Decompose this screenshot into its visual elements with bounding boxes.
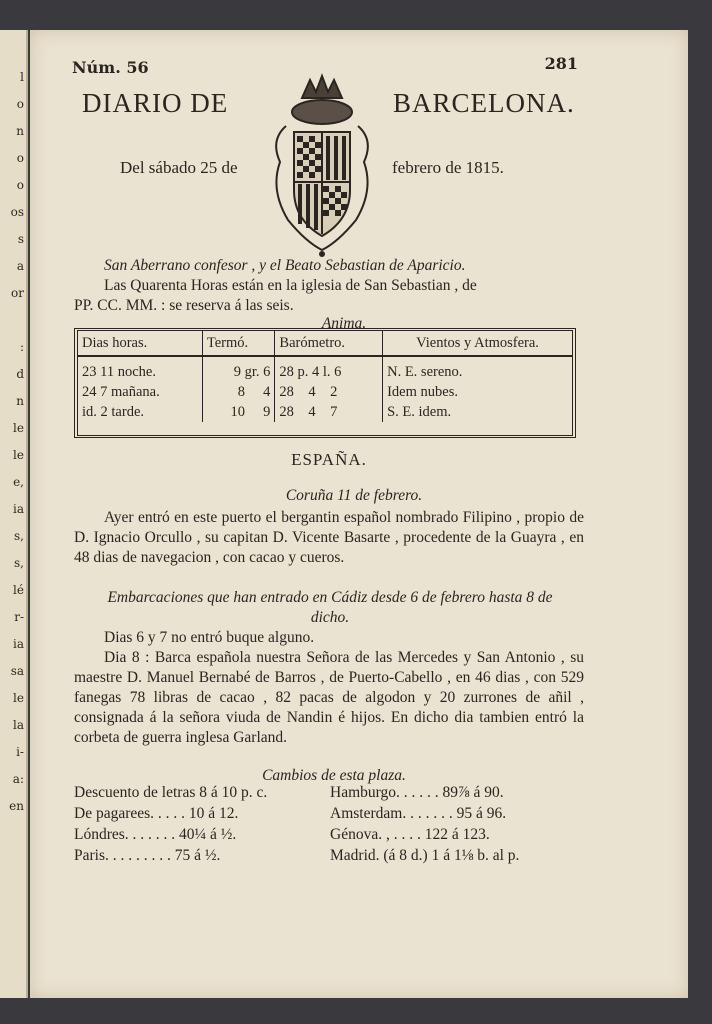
newspaper-page [30, 30, 688, 998]
facing-page-fragment: s, [14, 556, 24, 570]
cell-dia: 24 [82, 384, 97, 400]
facing-page-fragment: l [20, 70, 24, 84]
facing-page-fragment: or [11, 286, 24, 300]
facing-page-fragment: d [16, 367, 24, 381]
cambios-title: Cambios de esta plaza. [262, 767, 406, 784]
cell-hora: 7 mañana. [100, 384, 160, 400]
facing-page-fragment: e, [13, 475, 24, 489]
exchange-left: Descuento de letras 8 á 10 p. c. [74, 784, 268, 801]
facing-page-fragment: a [16, 259, 24, 273]
cell-termo: 10 9 [202, 402, 275, 422]
cell-viento: S. E. idem. [383, 402, 572, 422]
title-right: BARCELONA. [393, 88, 575, 118]
facing-page-fragment: le [13, 691, 24, 705]
facing-page-fragment: s, [14, 529, 24, 543]
facing-page-fragment: o [16, 97, 24, 111]
exchange-row [74, 826, 594, 847]
facing-page-fragment: n [16, 124, 24, 138]
facing-page-fragment: lé [13, 583, 24, 597]
paragraph-dias-6-7: Dias 6 y 7 no entró buque alguno. [104, 629, 315, 646]
section-heading: ESPAÑA. [291, 450, 367, 469]
facing-page-fragment: ia [13, 502, 24, 516]
exchange-rates [74, 784, 594, 868]
exchange-left: De pagarees. . . . . 10 á 12. [74, 805, 239, 822]
saints-line: San Aberrano confesor , y el Beato Sebastian de Aparicio. [104, 257, 466, 274]
cell-viento: N. E. sereno. [383, 356, 572, 382]
exchange-row [74, 784, 594, 805]
date-left: Del sábado 25 de [120, 158, 238, 177]
quarenta-horas-line: Las Quarenta Horas están en la iglesia de San Sebastian , de [104, 277, 477, 294]
facing-page-fragment: s [17, 232, 24, 246]
col-header-barometro: Barómetro. [275, 331, 383, 356]
col-header-termo: Termó. [202, 331, 275, 356]
exchange-left: Lóndres. . . . . . . 40¼ á ½. [74, 826, 237, 843]
facing-page-fragment: le [13, 448, 24, 462]
cell-baro: 28 4 7 [275, 402, 383, 422]
facing-page-edge [0, 30, 28, 998]
title-left: DIARIO DE [82, 88, 229, 118]
weather-row [78, 356, 572, 382]
reserva-line: PP. CC. MM. : se reserva á las seis. [74, 297, 294, 314]
facing-page-fragment: sa [10, 664, 24, 678]
exchange-right: Amsterdam. . . . . . . 95 á 96. [330, 805, 507, 822]
weather-table [74, 328, 576, 438]
cell-hora: 2 tarde. [100, 404, 145, 420]
exchange-row [74, 847, 594, 868]
facing-page-fragment: o [16, 178, 24, 192]
facing-page-fragment: n [16, 394, 24, 408]
date-right: febrero de 1815. [392, 158, 504, 177]
facing-page-fragment: o [16, 151, 24, 165]
paragraph-filipino: Ayer entró en este puerto el bergantin español nombrado Filipino , propio de D. Ignacio Orcullo , su capitan D. Vicente Basarte , procedente de la Guayra , en 48 dias de navegacion , con cacao y cueros. [74, 509, 584, 566]
cell-hora: 11 noche. [100, 364, 156, 380]
exchange-right: Génova. , . . . . 122 á 123. [330, 826, 490, 843]
weather-row [78, 402, 572, 422]
exchange-right: Hamburgo. . . . . . 89⅞ á 90. [330, 784, 504, 801]
cell-termo: 9 gr. 6 [202, 356, 275, 382]
anima-label: Anima. [321, 315, 367, 332]
facing-page-fragment: le [13, 421, 24, 435]
facing-page-fragment: i- [16, 745, 24, 759]
page-number: 281 [544, 54, 578, 73]
paragraph-dia-8: Dia 8 : Barca española nuestra Señora de las Mercedes y San Antonio , su maestre D. Manuel Bernabé de Barros , de Puerto-Cabello , en 46 dias , con 529 fanegas 78 libras de cacao , 82 pacas de algodon y 20 zurrones de añil , consignada á la señora viuda de Nandin é hijos. En dicho dia tambien entró la corbeta de guerra inglesa Garland. [74, 649, 584, 746]
barcelona-coat-of-arms [266, 70, 378, 258]
cell-dia: 23 [82, 364, 97, 380]
facing-page-fragment: r- [14, 610, 24, 624]
cell-viento: Idem nubes. [383, 382, 572, 402]
facing-page-fragment: os [10, 205, 24, 219]
col-header-vientos: Vientos y Atmosfera. [383, 331, 572, 356]
cell-baro: 28 4 2 [275, 382, 383, 402]
facing-page-fragment: la [13, 718, 24, 732]
embarcaciones-title: Embarcaciones que han entrado en Cádiz desde 6 de febrero hasta 8 de dicho. [107, 589, 553, 626]
facing-page-fragment: ia [13, 637, 24, 651]
issue-number: Núm. 56 [72, 58, 149, 77]
cell-termo: 8 4 [202, 382, 275, 402]
cell-dia: id. [82, 404, 97, 420]
facing-page-fragment: : [19, 340, 24, 354]
exchange-right: Madrid. (á 8 d.) 1 á 1⅛ b. al p. [330, 847, 520, 864]
weather-row [78, 382, 572, 402]
cell-baro: 28 p. 4 l. 6 [275, 356, 383, 382]
dateline: Coruña 11 de febrero. [285, 487, 423, 504]
facing-page-fragment: en [9, 799, 24, 813]
exchange-row [74, 805, 594, 826]
facing-page-fragment: a: [12, 772, 24, 786]
exchange-left: Paris. . . . . . . . . 75 á ½. [74, 847, 221, 864]
col-header-dias: Dias horas. [78, 331, 202, 356]
